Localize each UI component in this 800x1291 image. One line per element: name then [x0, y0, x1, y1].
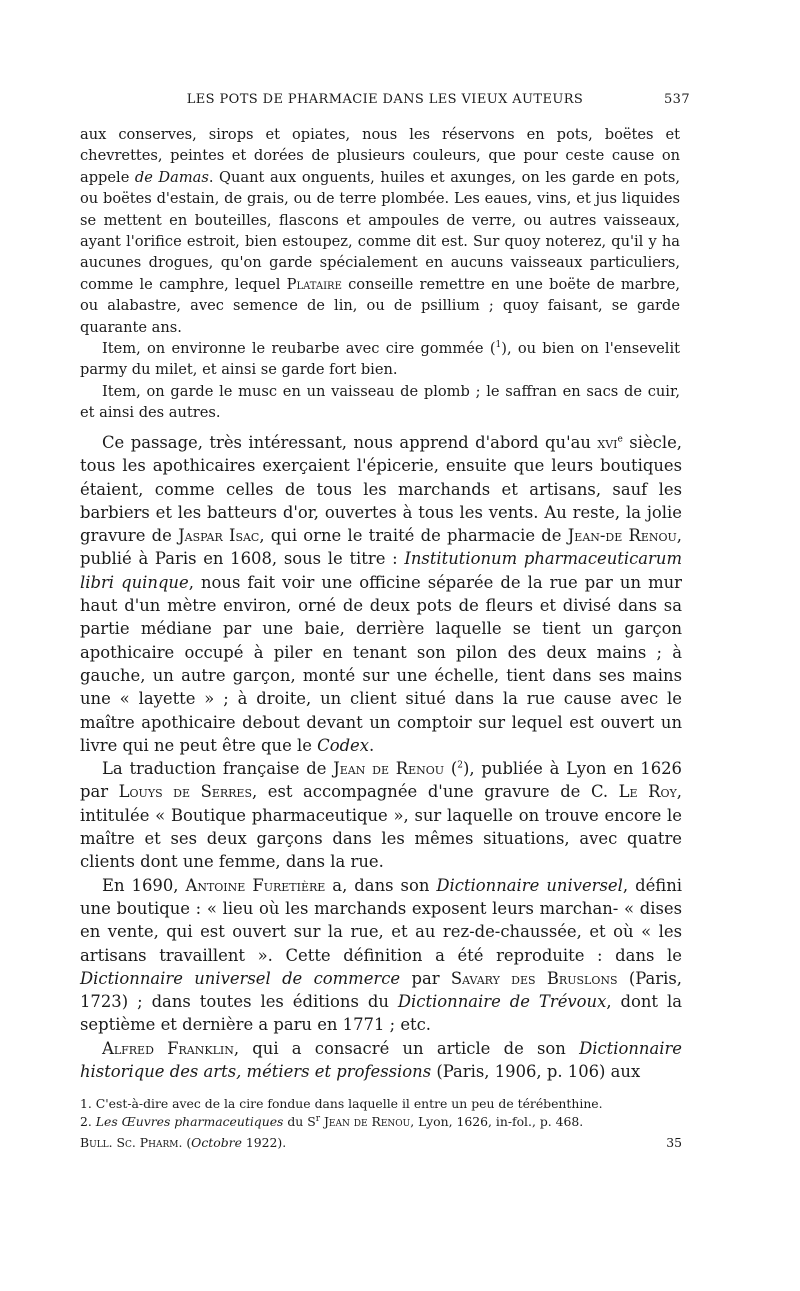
footnote-2	[80, 1113, 680, 1131]
text-run: , qui orne le traité de pharmacie de	[259, 526, 568, 546]
text-run: du S	[283, 1114, 316, 1129]
body-paragraph	[80, 874, 682, 1037]
superscript: e	[617, 434, 623, 445]
italic-title: Dictionnaire universel de commerce	[80, 968, 401, 988]
small-caps-name: Jean de Renou	[333, 759, 445, 779]
italic-title: Dictionnaire de Trévoux	[397, 992, 607, 1012]
small-caps-name: C. Le Roy	[590, 782, 677, 802]
journal-name: Bull. Sc. Pharm.	[80, 1135, 183, 1150]
text-run: par	[400, 968, 451, 988]
body-paragraph	[80, 431, 682, 757]
text-run: .	[369, 735, 375, 755]
text-run: , qui a consacré un article de son	[233, 1038, 580, 1058]
small-caps-name: Jaspar Isac	[178, 526, 260, 546]
body-paragraph	[80, 1037, 682, 1084]
small-caps-name: Savary des Bruslons	[450, 968, 618, 988]
main-text	[80, 431, 682, 1083]
italic-title: Institutionum pharmaceuticarum libri quinque	[80, 549, 682, 592]
text-run: La traduction française de	[102, 759, 334, 779]
text-run: En 1690,	[102, 875, 186, 895]
text-run: Item, on garde le musc en un vaisseau de plomb ; le saffran en sacs de cuir, et ainsi des autres.	[80, 382, 680, 422]
italic-title: Dictionnaire universel	[436, 875, 623, 895]
quoted-passage	[80, 124, 680, 424]
footnote-ref: 2	[457, 760, 463, 771]
journal-footer	[80, 1135, 682, 1150]
italic-month: Octobre	[191, 1135, 242, 1150]
text-run: (	[182, 1135, 192, 1150]
small-caps-name: Jean de Renou	[323, 1114, 411, 1129]
text-run: , défini une boutique : « lieu où les marchands exposent leurs marchan- « dises en vente, qui est ouvert sur la rue, et au rez-de-chaussée, et où « les artisans travaillent ». Cette définition a été reproduite : dans le	[80, 875, 683, 965]
small-caps-name: Plataire	[286, 275, 342, 293]
text-run: a, dans son	[325, 875, 437, 895]
running-title: LES POTS DE PHARMACIE DANS LES VIEUX AUTEURS	[186, 92, 584, 107]
small-caps-run: xvi	[597, 433, 618, 452]
small-caps-name: Antoine Furetière	[185, 875, 326, 895]
text-run: conseille remettre en une boëte de marbre, ou alabastre, avec semence de lin, ou de psillium ; quoy faisant, se garde quarante ans.	[80, 275, 680, 336]
text-run: , Lyon, 1626, in-fol., p. 468.	[410, 1114, 584, 1129]
text-run: 1922).	[241, 1135, 287, 1150]
text-run: , dont la septième et dernière a paru en 1771 ; etc.	[80, 992, 682, 1035]
text-run: siècle, tous les apothicaires exerçaient l'épicerie, ensuite que leurs boutiques étaient, comme celles de tous les marchands et artisans, sauf les barbiers et les batteurs d'or, ouvertes à tous les vents. Au reste, la jolie gravure de	[80, 433, 682, 546]
text-run: (Paris, 1723) ; dans toutes les éditions du	[80, 968, 682, 1012]
text-run: Ce passage, très intéressant, nous apprend d'abord qu'au	[102, 433, 598, 452]
small-caps-name: Jean-de Renou	[567, 526, 677, 546]
text-run: , nous fait voir une officine séparée de la rue par un mur haut d'un mètre environ, orné de deux pots de fleurs et divisé dans sa partie médiane par une baie, derrière laquelle se tient un garçon apothicaire occupé à piler en tenant son pilon des deux mains ; à gauche, un autre garçon, monté sur une échelle, tient dans ses mains une « layette » ; à droite, un client situé dans la rue cause avec le maître apothicaire debout devant un comptoir sur lequel est ouvert un livre qui ne peut être que le	[80, 572, 683, 755]
body-paragraph	[80, 757, 682, 873]
text-run: ), publiée à Lyon en 1626 par	[80, 759, 682, 802]
text-run: . Quant aux onguents, huiles et axunges, on les garde en pots, ou boëtes d'estain, de grais, ou de terre plombée. Les eaues, vins, et jus liquides se mettent en bouteilles, flascons et ampoules de verre, ou autres vaisseaux, ayant l'orifice estroit, bien estoupez, comme dit est. Sur quoy noterez, qu'il y ha aucunes drogues, qu'on garde spécialement en aucuns vaisseaux particuliers, comme le camphre, lequel	[80, 168, 680, 293]
quote-paragraph	[80, 124, 680, 338]
footnote-1: 1. C'est-à-dire avec de la cire fondue dans laquelle il entre un peu de térébenthine.	[80, 1096, 603, 1111]
quote-paragraph	[80, 381, 680, 424]
text-run: , est accompagnée d'une gravure de	[251, 782, 591, 802]
text-run: aux conserves, sirops et opiates, nous les réservons en pots, boëtes et chevrettes, peintes et dorées de plusieurs couleurs, que pour ceste cause on appele	[80, 126, 680, 186]
footnotes	[80, 1095, 680, 1131]
quote-paragraph	[80, 338, 680, 381]
page-number: 537	[663, 92, 690, 107]
small-caps-name: Louys de Serres	[118, 782, 252, 802]
text-run: Item, on environne le reubarbe avec cire gommée (	[102, 340, 496, 358]
text-run: (Paris, 1906, p. 106) aux	[431, 1062, 641, 1082]
italic-title: Codex	[317, 735, 370, 755]
small-caps-name: Alfred Franklin	[102, 1038, 234, 1058]
footnote-ref: 1	[495, 340, 502, 351]
text-run: ), ou bien on l'ensevelit parmy du milet, et ainsi se garde fort bien.	[80, 340, 680, 379]
italic-title: Dictionnaire historique des arts, métiers et professions	[80, 1038, 682, 1082]
superscript: r	[315, 1113, 320, 1124]
text-run: , publié à Paris en 1608, sous le titre :	[80, 526, 682, 569]
italic-title: Les Œuvres pharmaceutiques	[95, 1114, 284, 1129]
text-run: , intitulée « Boutique pharmaceutique », sur laquelle on trouve encore le maître et ses deux garçons dans les mêmes situations, avec quatre clients dont une femme, dans la rue.	[80, 782, 682, 872]
text-run: (	[444, 759, 458, 779]
text-run: 2.	[80, 1114, 96, 1129]
italic-run: de Damas	[134, 168, 209, 186]
signature-mark: 35	[666, 1135, 682, 1150]
